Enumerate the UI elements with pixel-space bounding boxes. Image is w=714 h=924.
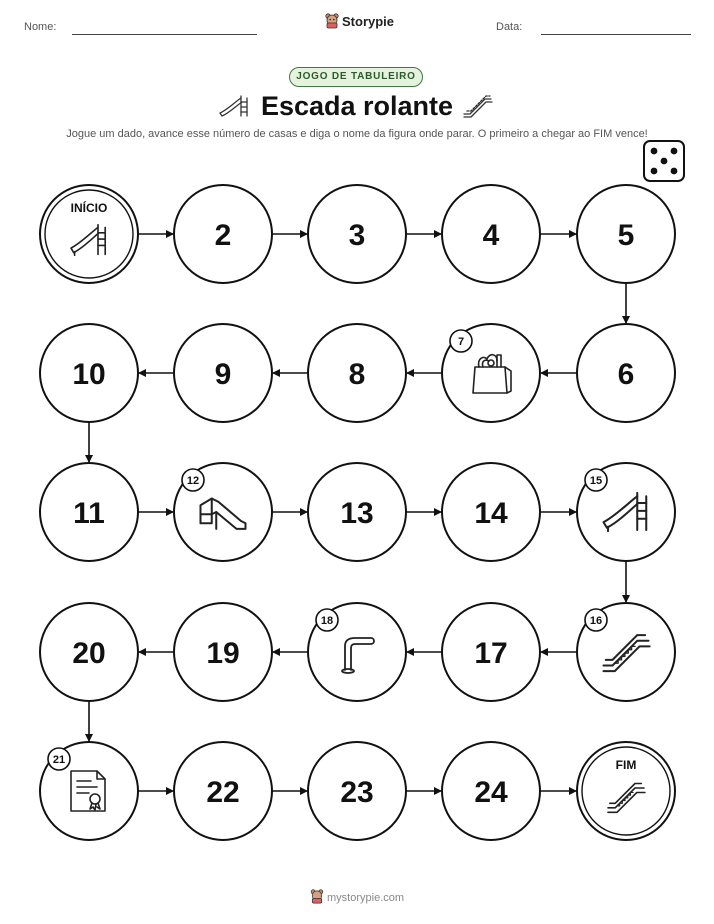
board-space[interactable] [308,742,406,840]
start-space[interactable] [40,185,138,283]
board-space[interactable] [308,185,406,283]
space-number: 20 [72,637,106,670]
board-space[interactable] [442,603,540,701]
die-pip [661,158,668,165]
brand-name: Storypie [342,13,395,29]
board-space[interactable] [442,324,540,422]
page-title: Escada rolante [260,91,454,121]
space-number: 10 [72,358,106,391]
footer-site: mystorypie.com [327,892,405,904]
space-number: 18 [320,615,334,627]
category-badge: JOGO DE TABULEIRO [289,67,423,87]
space-number: 15 [589,475,603,487]
board-space[interactable] [174,742,272,840]
die-icon[interactable] [644,141,684,181]
board-space[interactable] [174,463,272,561]
space-number: 21 [52,754,66,766]
board-space[interactable] [442,463,540,561]
space-number: 14 [474,497,508,530]
board-space[interactable] [174,185,272,283]
board-space[interactable] [174,324,272,422]
board-space[interactable] [577,324,675,422]
instructions-text: Jogue um dado, avance esse número de casas e diga o nome da figura onde parar. O primeiro a chegar ao FIM vence! [66,128,648,140]
space-number: 13 [340,497,374,530]
space-label: INÍCIO [70,201,108,215]
board-space[interactable] [442,742,540,840]
footer [0,889,714,904]
space-number: 6 [617,358,635,391]
space-number: 12 [186,475,200,487]
space-circle [577,742,675,840]
die-pip [671,148,678,155]
die-pip [651,148,658,155]
space-number: 23 [340,776,374,809]
space-number: 11 [73,497,105,530]
space-number: 17 [474,637,508,670]
space-number: 5 [617,219,635,252]
space-number: 4 [482,219,500,252]
die-pip [651,168,658,175]
finish-space[interactable] [577,742,675,840]
board-space[interactable] [577,463,675,561]
bear-mascot-icon [310,889,324,904]
space-number: 16 [589,615,603,627]
space-number: 2 [214,219,232,252]
date-label: Data: [496,21,523,33]
board-space[interactable] [577,603,675,701]
space-number: 19 [206,637,240,670]
board-space[interactable] [40,603,138,701]
space-number: 24 [474,776,508,809]
space-number: 8 [348,358,366,391]
board-space[interactable] [308,603,406,701]
board-space[interactable] [40,463,138,561]
space-number: 7 [457,336,465,348]
board-space[interactable] [40,324,138,422]
space-label: FIM [615,758,637,772]
board-spaces [40,185,675,840]
board-space[interactable] [308,463,406,561]
space-number: 3 [348,219,366,252]
board-space[interactable] [174,603,272,701]
die-pip [671,168,678,175]
board-space[interactable] [40,742,138,840]
board-space[interactable] [442,185,540,283]
name-label: Nome: [24,21,57,33]
board-space[interactable] [308,324,406,422]
space-number: 22 [206,776,240,809]
board-space[interactable] [577,185,675,283]
space-number: 9 [214,358,232,391]
